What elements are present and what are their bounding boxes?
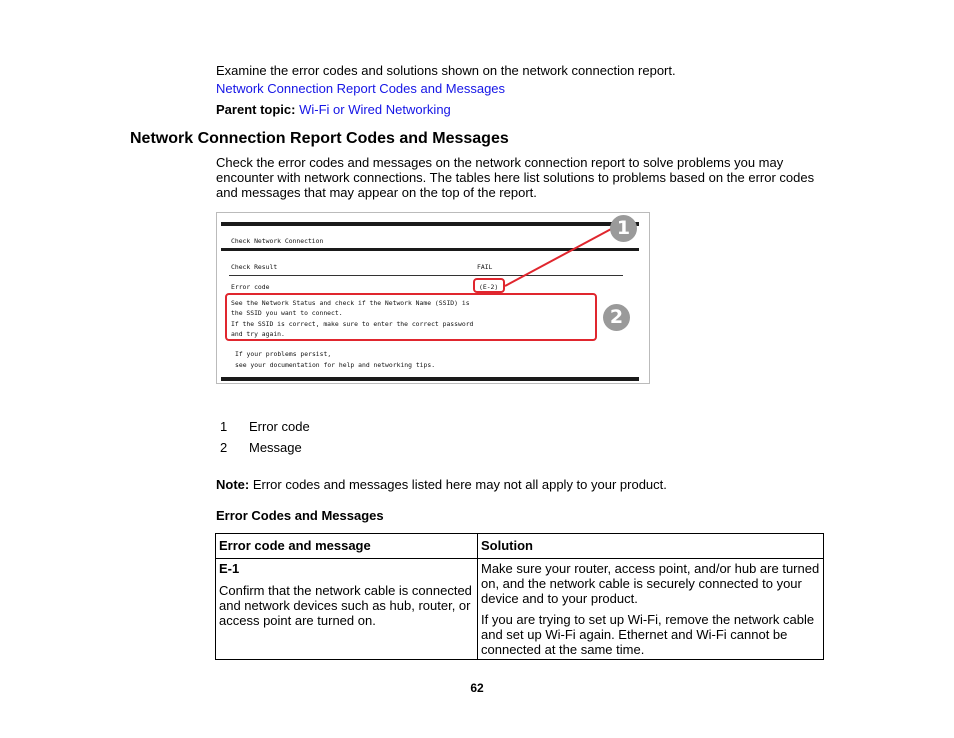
table-header-row bbox=[216, 534, 824, 559]
legend-item bbox=[220, 440, 302, 455]
page-number: 62 bbox=[470, 681, 484, 695]
report-code-value: (E-2) bbox=[479, 283, 499, 291]
table-row bbox=[216, 559, 824, 660]
report-footer-line-2: see your documentation for help and networking tips. bbox=[235, 361, 436, 369]
legend-label: Message bbox=[249, 440, 302, 455]
parent-topic bbox=[216, 102, 451, 117]
error-codes-table bbox=[215, 533, 824, 660]
report-footer-line-1: If your problems persist, bbox=[235, 350, 332, 358]
error-code: E-1 bbox=[219, 561, 240, 576]
report-message-line-3: If the SSID is correct, make sure to enter the correct password bbox=[231, 320, 474, 328]
legend-number: 1 bbox=[220, 419, 228, 434]
column-header-solution: Solution bbox=[478, 534, 824, 559]
section-heading: Network Connection Report Codes and Messages bbox=[130, 130, 509, 147]
legend-number: 2 bbox=[220, 440, 228, 455]
solution-cell bbox=[478, 559, 824, 660]
report-code-label: Error code bbox=[231, 283, 270, 291]
report-message-line-1: See the Network Status and check if the Network Name (SSID) is bbox=[231, 299, 470, 307]
parent-topic-link[interactable]: Wi-Fi or Wired Networking bbox=[299, 102, 451, 117]
intro-text: Examine the error codes and solutions shown on the network connection report. bbox=[216, 63, 676, 78]
report-illustration bbox=[216, 212, 650, 384]
note bbox=[216, 477, 667, 492]
note-text: Error codes and messages listed here may not all apply to your product. bbox=[252, 477, 667, 492]
report-codes-link[interactable]: Network Connection Report Codes and Messages bbox=[216, 81, 506, 96]
callout-pointer-line bbox=[217, 213, 651, 385]
legend-item bbox=[220, 419, 310, 434]
report-title: Check Network Connection bbox=[231, 237, 324, 245]
callout-2-icon: 2 bbox=[603, 304, 630, 331]
section-body: Check the error codes and messages on the network connection report to solve problems you may encounter with network connections. The tables here list solutions to problems based on the error codes and messages that may appear on the top of the report. bbox=[216, 155, 815, 200]
column-header-code: Error code and message bbox=[216, 534, 478, 559]
solution-paragraph: Make sure your router, access point, and/or hub are turned on, and the network cable is securely connected to your device and to your product. bbox=[481, 561, 820, 606]
legend-label: Error code bbox=[249, 419, 310, 434]
table-caption: Error Codes and Messages bbox=[216, 508, 384, 523]
report-message-line-2: the SSID you want to connect. bbox=[231, 309, 343, 317]
solution-paragraph: If you are trying to set up Wi-Fi, remove the network cable and set up Wi-Fi again. Ethernet and Wi-Fi cannot be connected at the same time. bbox=[481, 612, 815, 657]
code-cell bbox=[216, 559, 478, 660]
note-label: Note: bbox=[216, 477, 250, 492]
callout-1-icon: 1 bbox=[610, 215, 637, 242]
report-result-label: Check Result bbox=[231, 263, 278, 271]
error-message: Confirm that the network cable is connected and network devices such as hub, router, or access point are turned on. bbox=[219, 583, 472, 628]
report-result-value: FAIL bbox=[477, 263, 493, 271]
parent-topic-label: Parent topic: bbox=[216, 102, 296, 117]
report-message-line-4: and try again. bbox=[231, 330, 285, 338]
